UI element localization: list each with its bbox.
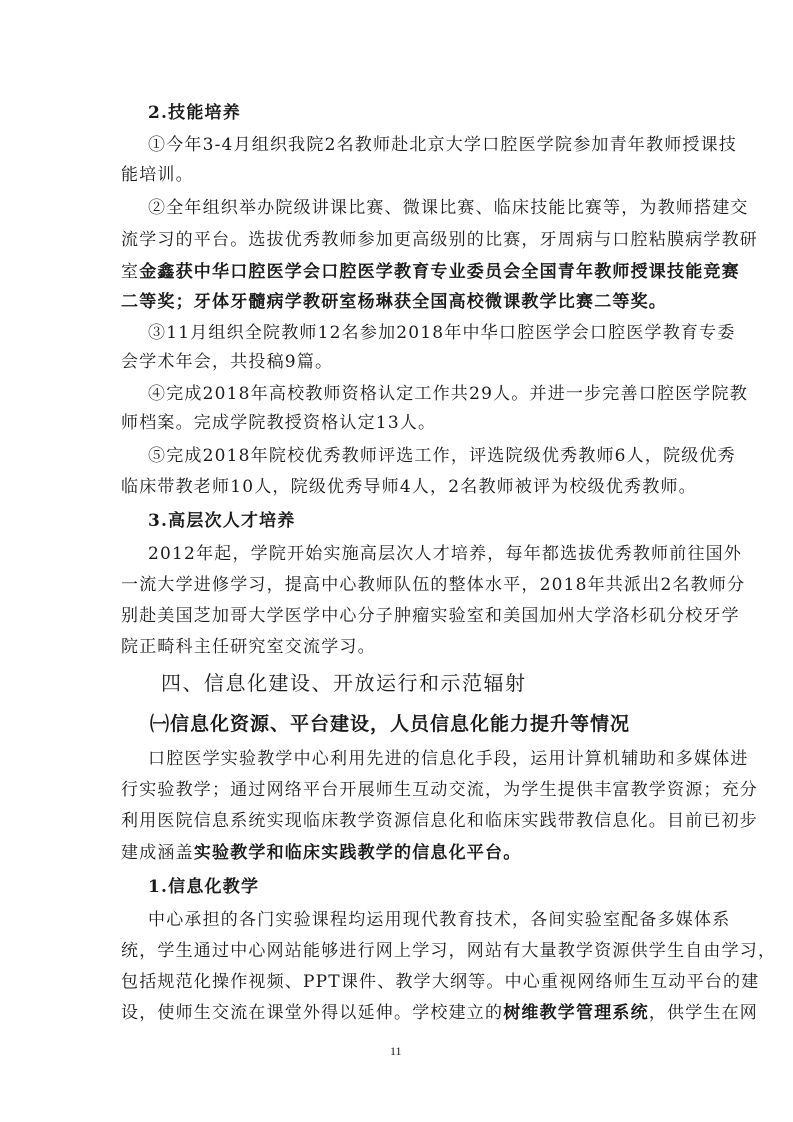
- paragraph-line: ③11月组织全院教师12名参加2018年中华口腔医学会口腔医学教育专委: [148, 323, 736, 343]
- paragraph-line: 能培训。: [121, 165, 194, 185]
- paragraph-line: 行实验教学；通过网络平台开展师生互动交流，为学生提供丰富教学资源；充分: [121, 780, 758, 800]
- paragraph-line: ①今年3-4月组织我院2名教师赴北京大学口腔医学院参加青年教师授课技: [148, 135, 737, 155]
- paragraph-line: ②全年组织举办院级讲课比赛、微课比赛、临床技能比赛等，为教师搭建交: [148, 198, 749, 218]
- paragraph-line-mixed: [121, 842, 521, 864]
- paragraph-line: 口腔医学实验教学中心利用先进的信息化手段，运用计算机辅助和多媒体进: [148, 749, 749, 769]
- paragraph-line: 统，学生通过中心网站能够进行网上学习，网站有大量教学资源供学生自由学习，: [121, 941, 777, 961]
- paragraph-line: ⑤完成2018年院校优秀教师评选工作，评选院级优秀教师6人，院级优秀: [148, 446, 736, 466]
- subsection-heading: ㈠信息化资源、平台建设，人员信息化能力提升等情况: [150, 713, 631, 735]
- paragraph-line: 一流大学进修学习，提高中心教师队伍的整体水平，2018年共派出2名教师分: [121, 575, 746, 595]
- paragraph-line: 流学习的平台。选拔优秀教师参加更高级别的比赛，牙周病与口腔粘膜病学教研: [121, 230, 758, 250]
- paragraph-line-mixed: [121, 1002, 759, 1024]
- section-heading-skills: 2.技能培养: [148, 103, 241, 123]
- bold-text-run: 金鑫获中华口腔医学会口腔医学教育专业委员会全国青年教师授课技能竞赛: [139, 262, 740, 282]
- paragraph-line: 师档案。完成学院教授资格认定13人。: [121, 413, 437, 433]
- bold-text-run: 树维教学管理系统: [503, 1003, 649, 1023]
- bold-paragraph-line: 二等奖；牙体牙髓病学教研室杨琳获全国高校微课教学比赛二等奖。: [121, 292, 667, 312]
- paragraph-line: 中心承担的各门实验课程均运用现代教育技术，各间实验室配备多媒体系: [148, 910, 731, 930]
- paragraph-line: 2012年起，学院开始实施高层次人才培养，每年都选拔优秀教师前往国外: [148, 544, 743, 564]
- text-run: 设，使师生交流在课堂外得以延伸。学校建立的: [121, 1003, 504, 1023]
- section-heading-talent: 3.高层次人才培养: [148, 511, 296, 531]
- paragraph-line: 会学术年会，共投稿9篇。: [121, 352, 334, 372]
- bold-text-run: 实验教学和临床实践教学的信息化平台。: [193, 843, 522, 863]
- paragraph-line: 临床带教老师10人，院级优秀导师4人，2名教师被评为校级优秀教师。: [121, 477, 697, 497]
- text-run: 建成涵盖: [121, 843, 194, 863]
- chapter-heading: 四、信息化建设、开放运行和示范辐射: [161, 671, 527, 695]
- section-heading-info-teaching: 1.信息化教学: [148, 877, 260, 897]
- paragraph-line: 院正畸科主任研究室交流学习。: [121, 637, 376, 657]
- page-number: 11: [390, 1044, 402, 1058]
- paragraph-line: 别赴美国芝加哥大学医学中心分子肿瘤实验室和美国加州大学洛杉矶分校牙学: [121, 606, 740, 626]
- paragraph-line: 包括规范化操作视频、PPT课件、教学大纲等。中心重视网络师生互动平台的建: [121, 972, 760, 992]
- text-run: 室: [121, 262, 140, 282]
- paragraph-line: 利用医院信息系统实现临床教学资源信息化和临床实践带教信息化。目前已初步: [121, 811, 758, 831]
- paragraph-line-mixed: [121, 261, 740, 283]
- text-run: ，供学生在网: [648, 1003, 759, 1023]
- paragraph-line: ④完成2018年高校教师资格认定工作共29人。并进一步完善口腔医学院教: [148, 384, 748, 404]
